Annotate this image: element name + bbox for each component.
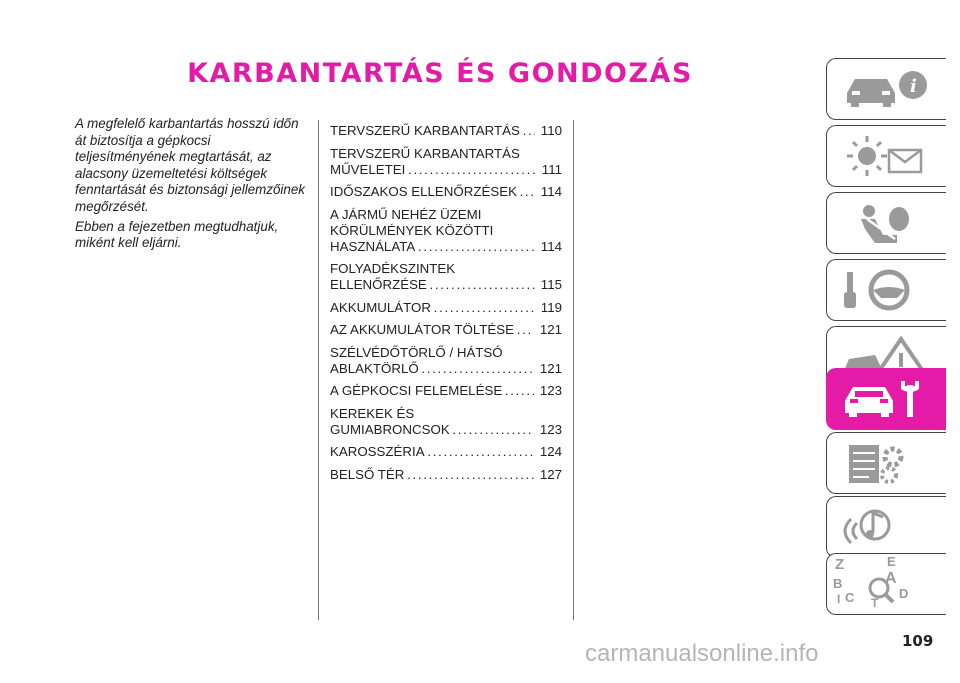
index-letter: Z [835,556,845,573]
toc-item-title: IDŐSZAKOS ELLENŐRZÉSEK . . . [330,184,535,200]
index-letter: I [837,592,841,606]
chapter-tab-index[interactable] [826,553,946,615]
toc-item-title: HASZNÁLATA . . . [330,239,535,255]
watermark: carmanualsonline.info [585,640,819,667]
airbag-seat-icon [839,199,939,249]
toc-item-page: 115 [540,277,562,292]
toc-item-page: 111 [541,161,562,177]
car-info-icon [839,65,939,115]
chapter-tab-multimedia[interactable] [826,496,946,558]
table-of-contents [330,123,562,489]
toc-item-title: AKKUMULÁTOR . . . [330,300,535,316]
toc-item[interactable] [330,322,562,338]
technical-data-gear-icon [839,439,939,489]
toc-item-title: GUMIABRONCSOK . . . [330,422,534,438]
column-divider [318,120,319,620]
toc-item[interactable] [330,467,562,483]
toc-item-page: 121 [539,322,562,337]
toc-item-title: A GÉPKOCSI FELEMELÉSE . . . [330,383,534,399]
toc-item-title: KEREKEK ÉS [330,405,415,421]
toc-item-page: 124 [539,444,562,459]
index-letter: T [871,596,879,610]
toc-item[interactable] [330,444,562,460]
toc-item[interactable] [330,184,562,200]
toc-item-page: 119 [540,299,562,315]
toc-item-title: KÖRÜLMÉNYEK KÖZÖTTI [330,222,494,238]
toc-item[interactable] [330,383,562,399]
chapter-tab-starting-driving[interactable] [826,259,946,321]
toc-item[interactable] [330,207,562,255]
page-number: 109 [902,632,934,650]
column-divider [573,120,574,620]
toc-item-title: SZÉLVÉDŐTÖRLŐ / HÁTSÓ [330,344,503,360]
toc-item-title: FOLYADÉKSZINTEK [330,261,456,276]
toc-item[interactable] [330,123,562,139]
key-steering-wheel-icon [839,266,939,316]
multimedia-music-icon [839,503,939,553]
toc-item-title: AZ AKKUMULÁTOR TÖLTÉSE . . . [330,322,534,338]
index-letter: B [833,576,843,591]
toc-item-page: 127 [539,466,562,482]
toc-item[interactable] [330,345,562,377]
toc-item-title: ABLAKTÖRLŐ . . . [330,361,534,377]
toc-item[interactable] [330,406,562,438]
toc-item-title: BELSŐ TÉR . . . [330,467,534,483]
index-letter: D [899,586,909,601]
intro-text [75,116,307,255]
toc-item-page: 114 [540,184,562,199]
toc-item-title: A JÁRMŰ NEHÉZ ÜZEMI [330,206,482,222]
index-letter: A [885,570,897,587]
toc-item-title: TERVSZERŰ KARBANTARTÁS . . . [330,123,535,139]
chapter-tab-technical-data[interactable] [826,432,946,494]
toc-item-page: 110 [540,123,562,138]
toc-item-title: KAROSSZÉRIA . . . [330,444,534,460]
toc-item-page: 114 [540,238,562,254]
car-maintenance-wrench-icon [839,375,939,425]
toc-item-title: MŰVELETEI . . . [330,162,536,178]
chapter-tab-dashboard[interactable] [826,58,946,120]
toc-item-title: ELLENŐRZÉSE . . . [330,277,535,293]
svg-text:i: i [910,76,917,97]
toc-item[interactable] [330,146,562,178]
toc-item-page: 123 [539,383,562,398]
chapter-tab-warning-lights[interactable] [826,125,946,187]
intro-paragraph: Ebben a fejezetben megtudhatjuk, miként kell eljárni. [75,218,279,251]
chapter-tab-safety[interactable] [826,192,946,254]
toc-item[interactable] [330,300,562,316]
warning-light-message-icon [839,132,939,182]
chapter-title: KARBANTARTÁS ÉS GONDOZÁS [187,58,693,89]
index-letter: E [887,554,896,569]
toc-item-page: 123 [539,421,562,437]
intro-paragraph: A megfelelő karbantartás hosszú időn át biztosítja a gépkocsi teljesítményének megtartását, az alacsony üzemeltetési költségek fenntartását és biztonsági jellemzőinek megőrzését. [75,116,306,214]
index-letter: C [845,590,855,605]
toc-item-page: 121 [539,360,562,376]
toc-item[interactable] [330,261,562,293]
chapter-tab-maintenance[interactable] [826,368,946,430]
toc-item-title: TERVSZERŰ KARBANTARTÁS [330,145,520,161]
